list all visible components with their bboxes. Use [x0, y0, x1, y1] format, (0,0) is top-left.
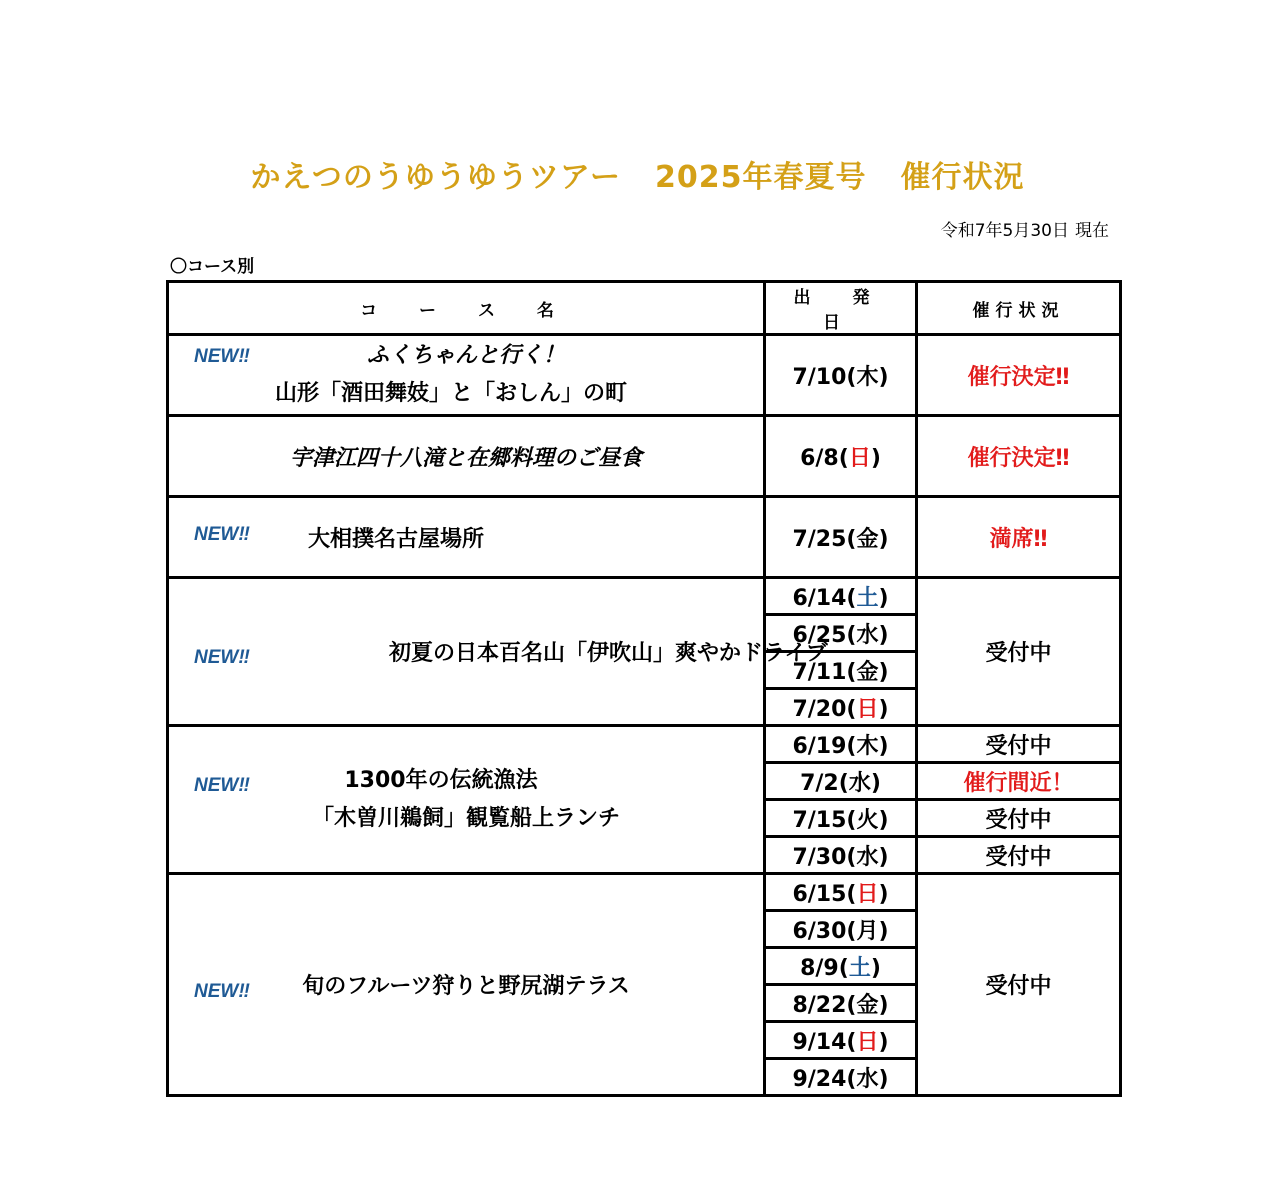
- table-row: [168, 416, 1121, 497]
- date-text: 6/30(: [792, 918, 857, 944]
- weekday: 日: [856, 1029, 879, 1055]
- date-close: ): [878, 696, 889, 722]
- new-badge: NEW‼: [194, 981, 250, 1002]
- as-of-date: [941, 216, 1109, 241]
- table-row: [168, 497, 1121, 578]
- title-part-3: 催行状況: [900, 160, 1025, 195]
- weekday: 水: [856, 622, 879, 648]
- date-close: ): [878, 1066, 889, 1092]
- status-cell: 催行決定‼: [917, 335, 1121, 416]
- date-close: ): [878, 918, 889, 944]
- weekday: 水: [856, 844, 879, 870]
- date-text: 7/25(: [792, 526, 857, 552]
- departure-date: [765, 800, 917, 837]
- date-text: 7/11(: [792, 659, 857, 685]
- date-text: 7/2(: [800, 770, 849, 796]
- weekday: 火: [856, 807, 879, 833]
- weekday: 木: [856, 364, 879, 390]
- date-text: 6/19(: [792, 733, 857, 759]
- course-name-line: ふくちゃんと行く！: [366, 343, 565, 368]
- date-text: 6/14(: [792, 585, 857, 611]
- date-close: ): [878, 585, 889, 611]
- departure-date: [765, 726, 917, 763]
- table-header-row: [168, 282, 1121, 335]
- date-text: 6/8(: [800, 445, 849, 471]
- status-cell: 受付中: [917, 837, 1121, 874]
- departure-date: [765, 985, 917, 1022]
- table-row: [168, 874, 1121, 911]
- departure-date: [765, 837, 917, 874]
- weekday: 金: [856, 992, 879, 1018]
- as-of-label: 現在: [1075, 221, 1109, 241]
- course-name-line: 山形「酒田舞妓」と「おしん」の町: [274, 381, 627, 406]
- departure-date: [765, 335, 917, 416]
- departure-date: [765, 1022, 917, 1059]
- date-text: 7/10(: [792, 364, 857, 390]
- course-name-cell: [168, 726, 765, 874]
- course-name-cell: [168, 497, 765, 578]
- departure-date: [765, 911, 917, 948]
- course-name-cell: [168, 416, 765, 497]
- header-date: 出 発 日: [765, 282, 917, 335]
- date-close: ): [878, 733, 889, 759]
- departure-date: [765, 689, 917, 726]
- date-text: 8/22(: [792, 992, 857, 1018]
- course-name-line: 旬のフルーツ狩りと野尻湖テラス: [302, 974, 630, 999]
- table-row: [168, 578, 1121, 615]
- status-cell: 受付中: [917, 578, 1121, 726]
- header-course: コ ー ス 名: [168, 282, 765, 335]
- date-close: ): [870, 955, 881, 981]
- departure-date: [765, 1059, 917, 1096]
- weekday: 土: [856, 585, 879, 611]
- departure-date: [765, 497, 917, 578]
- table-row: [168, 335, 1121, 416]
- title-part-2: 2025年春夏号: [655, 160, 867, 195]
- new-badge: NEW‼: [194, 346, 250, 367]
- weekday: 日: [848, 445, 871, 471]
- status-cell: 催行決定‼: [917, 416, 1121, 497]
- date-close: ): [878, 526, 889, 552]
- table-row: [168, 726, 1121, 763]
- date-close: ): [878, 807, 889, 833]
- date-close: ): [870, 445, 881, 471]
- departure-date: [765, 763, 917, 800]
- course-name-line: 宇津江四十八滝と在郷料理のご昼食: [289, 445, 642, 471]
- weekday: 水: [856, 1066, 879, 1092]
- status-cell: 受付中: [917, 800, 1121, 837]
- date-close: ): [870, 770, 881, 796]
- weekday: 金: [856, 659, 879, 685]
- date-text: 7/30(: [792, 844, 857, 870]
- date-text: 8/9(: [800, 955, 849, 981]
- course-name-line: 初夏の日本百名山「伊吹山」爽やかドライブ: [389, 641, 828, 666]
- new-badge: NEW‼: [194, 524, 250, 545]
- departure-date: [765, 416, 917, 497]
- weekday: 金: [856, 526, 879, 552]
- departure-date: [765, 578, 917, 615]
- weekday: 日: [856, 696, 879, 722]
- departure-date: [765, 948, 917, 985]
- header-status: 催行状況: [917, 282, 1121, 335]
- date-close: ): [878, 881, 889, 907]
- as-of-date-value: 令和7年5月30日: [940, 221, 1069, 241]
- status-cell: 受付中: [917, 726, 1121, 763]
- date-close: ): [878, 844, 889, 870]
- course-name-line: 「木曽川鵜飼」観覧船上ランチ: [311, 805, 620, 831]
- course-name-cell: [168, 874, 765, 1096]
- date-close: ): [878, 659, 889, 685]
- status-cell: 催行間近！: [917, 763, 1121, 800]
- section-label: 〇コース別: [170, 257, 255, 277]
- weekday: 土: [848, 955, 871, 981]
- weekday: 水: [848, 770, 871, 796]
- status-cell: 満席‼: [917, 497, 1121, 578]
- weekday: 木: [856, 733, 879, 759]
- course-name-line: 1300年の伝統漁法: [344, 767, 538, 793]
- date-text: 6/25(: [792, 622, 857, 648]
- date-close: ): [878, 1029, 889, 1055]
- date-text: 6/15(: [792, 881, 857, 907]
- new-badge: NEW‼: [194, 647, 250, 668]
- date-text: 7/20(: [792, 696, 857, 722]
- tour-status-table: [166, 280, 1122, 1097]
- page-title: [0, 152, 1275, 196]
- new-badge: NEW‼: [194, 775, 250, 796]
- weekday: 日: [856, 881, 879, 907]
- date-close: ): [878, 364, 889, 390]
- departure-date: [765, 874, 917, 911]
- date-close: ): [878, 622, 889, 648]
- status-cell: 受付中: [917, 874, 1121, 1096]
- date-text: 9/14(: [792, 1029, 857, 1055]
- date-close: ): [878, 992, 889, 1018]
- course-name-line: 大相撲名古屋場所: [307, 526, 484, 552]
- title-part-1: かえつのうゆうゆうツアー: [250, 160, 621, 195]
- weekday: 月: [856, 918, 879, 944]
- date-text: 9/24(: [792, 1066, 857, 1092]
- course-name-cell: [168, 335, 765, 416]
- date-text: 7/15(: [792, 807, 857, 833]
